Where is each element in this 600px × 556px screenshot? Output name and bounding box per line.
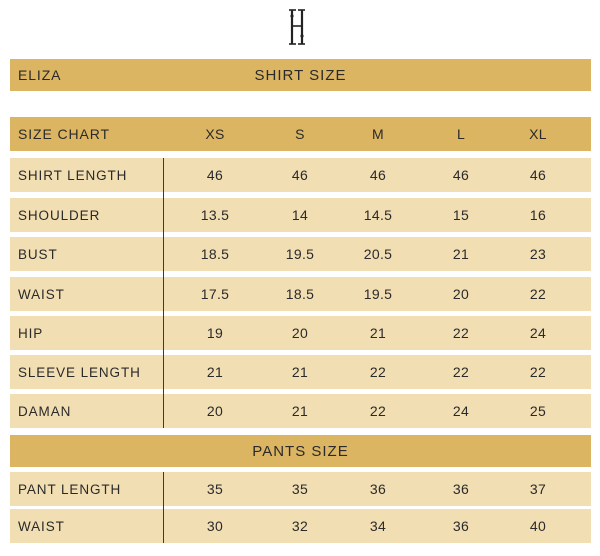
value-cell: 37 — [529, 481, 547, 497]
value-cell: 46 — [369, 167, 387, 183]
size-xl-header: XL — [529, 126, 547, 142]
value-cell: 23 — [529, 246, 547, 262]
value-cell: 15 — [452, 207, 470, 223]
column-divider — [163, 158, 164, 428]
value-cell: 22 — [452, 325, 470, 341]
value-cell: 46 — [529, 167, 547, 183]
row-label: SHIRT LENGTH — [18, 167, 128, 183]
size-m-header: M — [372, 126, 384, 142]
table-row — [10, 237, 591, 271]
row-label: DAMAN — [18, 403, 72, 419]
value-cell: 20 — [291, 325, 309, 341]
row-label: WAIST — [18, 286, 65, 302]
value-cell: 18.5 — [200, 246, 230, 262]
value-cell: 46 — [291, 167, 309, 183]
value-cell: 19.5 — [285, 246, 315, 262]
value-cell: 46 — [452, 167, 470, 183]
row-label: WAIST — [18, 518, 65, 534]
table-row — [10, 158, 591, 192]
value-cell: 21 — [291, 364, 309, 380]
pants-section-title: PANTS SIZE — [252, 442, 349, 460]
table-row — [10, 198, 591, 232]
value-cell: 22 — [529, 364, 547, 380]
value-cell: 22 — [369, 364, 387, 380]
row-label: SHOULDER — [18, 207, 101, 223]
value-cell: 24 — [452, 403, 470, 419]
table-row — [10, 394, 591, 428]
value-cell: 24 — [529, 325, 547, 341]
value-cell: 19.5 — [363, 286, 393, 302]
row-label: SLEEVE LENGTH — [18, 364, 141, 380]
row-label: HIP — [18, 325, 44, 341]
value-cell: 36 — [452, 481, 470, 497]
value-cell: 22 — [529, 286, 547, 302]
value-cell: 35 — [291, 481, 309, 497]
value-cell: 21 — [452, 246, 470, 262]
value-cell: 18.5 — [285, 286, 315, 302]
size-s-header: S — [295, 126, 305, 142]
value-cell: 14.5 — [363, 207, 393, 223]
column-divider — [163, 472, 164, 543]
value-cell: 36 — [369, 481, 387, 497]
value-cell: 21 — [291, 403, 309, 419]
value-cell: 46 — [206, 167, 224, 183]
table-row — [10, 472, 591, 506]
monogram-h-icon — [287, 6, 307, 48]
size-chart-label: SIZE CHART — [18, 126, 110, 142]
table-row — [10, 509, 591, 543]
size-xs-header: XS — [205, 126, 225, 142]
value-cell: 40 — [529, 518, 547, 534]
value-cell: 22 — [369, 403, 387, 419]
row-label: BUST — [18, 246, 58, 262]
value-cell: 16 — [529, 207, 547, 223]
title-band — [10, 59, 591, 91]
pants-section-band — [10, 435, 591, 467]
value-cell: 25 — [529, 403, 547, 419]
value-cell: 32 — [291, 518, 309, 534]
table-row — [10, 355, 591, 389]
row-label: PANT LENGTH — [18, 481, 122, 497]
value-cell: 34 — [369, 518, 387, 534]
product-name: ELIZA — [18, 67, 62, 83]
value-cell: 30 — [206, 518, 224, 534]
table-row — [10, 316, 591, 350]
value-cell: 20 — [206, 403, 224, 419]
value-cell: 19 — [206, 325, 224, 341]
value-cell: 20 — [452, 286, 470, 302]
size-header-row — [10, 117, 591, 151]
value-cell: 20.5 — [363, 246, 393, 262]
value-cell: 21 — [369, 325, 387, 341]
table-row — [10, 277, 591, 311]
value-cell: 14 — [291, 207, 309, 223]
shirt-section-title: SHIRT SIZE — [254, 66, 347, 84]
value-cell: 17.5 — [200, 286, 230, 302]
value-cell: 35 — [206, 481, 224, 497]
size-l-header: L — [456, 126, 466, 142]
value-cell: 21 — [206, 364, 224, 380]
value-cell: 13.5 — [200, 207, 230, 223]
value-cell: 36 — [452, 518, 470, 534]
value-cell: 22 — [452, 364, 470, 380]
